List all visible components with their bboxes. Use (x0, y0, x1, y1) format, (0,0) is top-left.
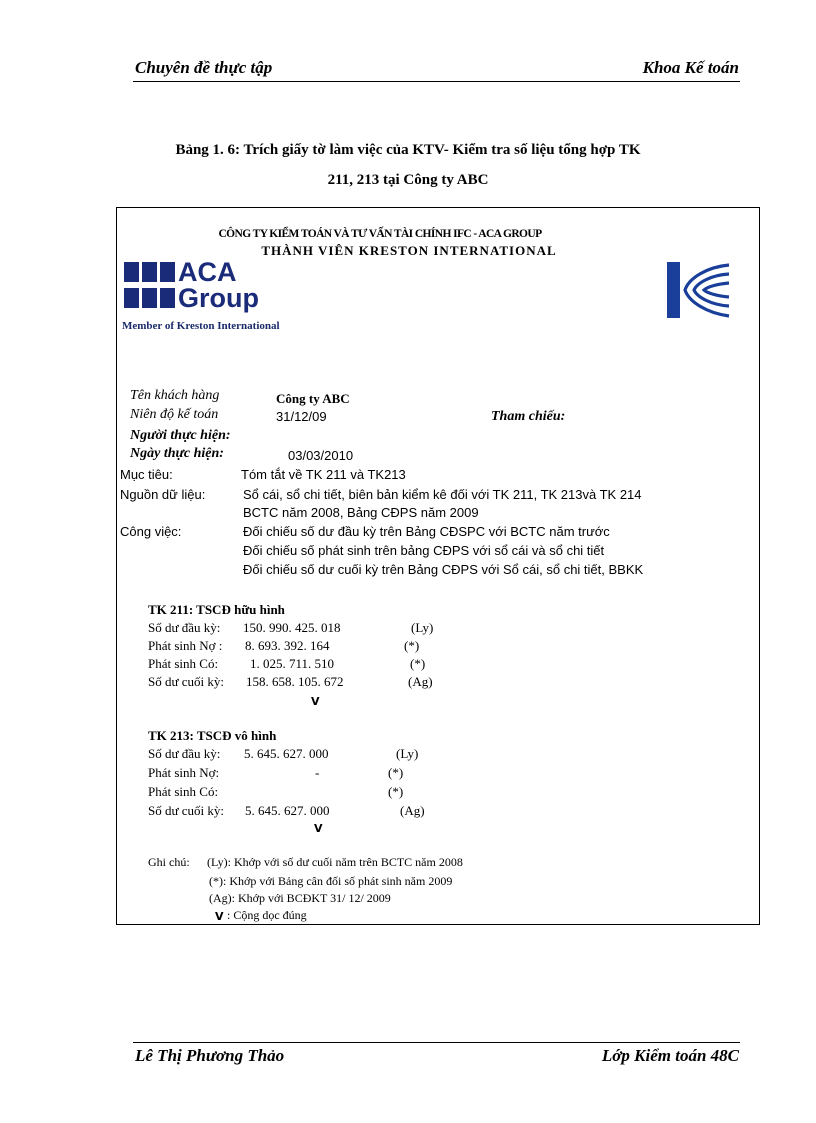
footer-class: Lớp Kiểm toán 48C (601, 1046, 739, 1065)
firm-member-line: THÀNH VIÊN KRESTON INTERNATIONAL (261, 243, 557, 258)
tk211-row-mark: (*) (404, 638, 420, 653)
source-label: Nguồn dữ liệu: (120, 487, 206, 502)
tk213-row-label: Số dư đầu kỳ: (148, 746, 221, 761)
table-title-line2: 211, 213 tại Công ty ABC (327, 172, 489, 188)
work-line2: Đối chiếu số phát sinh trên bảng CĐPS với sổ cái và sổ chi tiết (243, 543, 605, 558)
tk211-row-label: Số dư đầu kỳ: (148, 620, 221, 635)
date-label: Ngày thực hiện: (130, 446, 224, 461)
notes-label: Ghi chú: (148, 855, 190, 869)
tk213-row-label: Phát sinh Nợ: (148, 765, 220, 780)
client-value: Công ty ABC (276, 391, 350, 406)
tk213-row-value: 5. 645. 627. 000 (244, 746, 329, 761)
table-title-line1: Bảng 1. 6: Trích giấy tờ làm việc của KTV- Kiểm tra số liệu tổng hợp TK (175, 142, 641, 158)
work-label: Công việc: (120, 524, 182, 539)
note-check-text: : Cộng dọc đúng (227, 908, 307, 922)
logo-text-aca: ACA (178, 257, 237, 287)
tk213-row-mark: (Ly) (396, 746, 419, 761)
header-left-title: Chuyên đề thực tập (135, 58, 273, 77)
tk213-row-mark: (Ag) (400, 803, 425, 818)
aca-group-logo (124, 257, 264, 320)
tk211-row-value: 158. 658. 105. 672 (246, 674, 344, 689)
logo-text-group: Group (178, 283, 259, 313)
client-label: Tên khách hàng (130, 388, 220, 403)
tk211-row-value: 1. 025. 711. 510 (250, 656, 335, 671)
note-ly: (Ly): Khớp với số dư cuối năm trên BCTC năm 2008 (207, 855, 463, 869)
tk211-row-label: Phát sinh Nợ : (148, 638, 223, 653)
work-line1: Đối chiếu số dư đầu kỳ trên Bảng CĐSPC với BCTC năm trước (243, 524, 610, 539)
tk211-row-mark: (Ly) (411, 620, 434, 635)
tk211-row-label: Số dư cuối kỳ: (148, 674, 225, 689)
tk213-title: TK 213: TSCĐ vô hình (148, 728, 277, 743)
note-star: (*): Khớp với Bảng cân đối số phát sinh năm 2009 (209, 874, 453, 888)
note-ag: (Ag): Khớp với BCĐKT 31/ 12/ 2009 (209, 891, 391, 905)
work-line3: Đối chiếu số dư cuối kỳ trên Bảng CĐPS với Sổ cái, sổ chi tiết, BBKK (243, 562, 644, 577)
tk213-check-mark-icon: V (314, 822, 323, 835)
performer-label: Người thực hiện: (130, 428, 231, 443)
objective-label: Mục tiêu: (120, 467, 173, 482)
tk211-check-mark-icon: V (311, 695, 320, 708)
header-divider (133, 81, 740, 82)
period-label: Niên độ kế toán (130, 407, 219, 422)
source-line1: Sổ cái, sổ chi tiết, biên bản kiểm kê đối với TK 211, TK 213và TK 214 (243, 487, 642, 502)
tk213-row-mark: (*) (388, 784, 404, 799)
source-line2: BCTC năm 2008, Bảng CĐPS năm 2009 (243, 505, 479, 520)
tk211-row-value: 150. 990. 425. 018 (243, 620, 341, 635)
kreston-logo-icon (667, 262, 731, 320)
header-right-title: Khoa Kế toán (642, 58, 739, 77)
tk211-row-mark: (Ag) (408, 674, 433, 689)
tk213-row-mark: (*) (388, 765, 404, 780)
date-value: 03/03/2010 (288, 448, 354, 463)
tk211-row-label: Phát sinh Có: (148, 656, 219, 671)
tk211-row-mark: (*) (410, 656, 426, 671)
member-of-kreston: Member of Kreston International (122, 320, 280, 332)
footer-author: Lê Thị Phương Thảo (135, 1046, 285, 1065)
tk211-row-value: 8. 693. 392. 164 (245, 638, 330, 653)
period-value: 31/12/09 (276, 409, 327, 424)
reference-label: Tham chiếu: (491, 409, 566, 424)
tk213-row-value: 5. 645. 627. 000 (245, 803, 330, 818)
note-check-mark-icon: V (215, 910, 224, 923)
tk213-row-value: - (315, 765, 320, 780)
objective-value: Tóm tắt về TK 211 và TK213 (241, 467, 406, 482)
tk213-row-label: Phát sinh Có: (148, 784, 219, 799)
tk211-title: TK 211: TSCĐ hữu hình (148, 602, 285, 617)
tk213-row-label: Số dư cuối kỳ: (148, 803, 225, 818)
firm-name: CÔNG TY KIỂM TOÁN VÀ TƯ VẤN TÀI CHÍNH IFC - ACA GROUP (218, 228, 542, 240)
footer-divider (133, 1042, 740, 1043)
